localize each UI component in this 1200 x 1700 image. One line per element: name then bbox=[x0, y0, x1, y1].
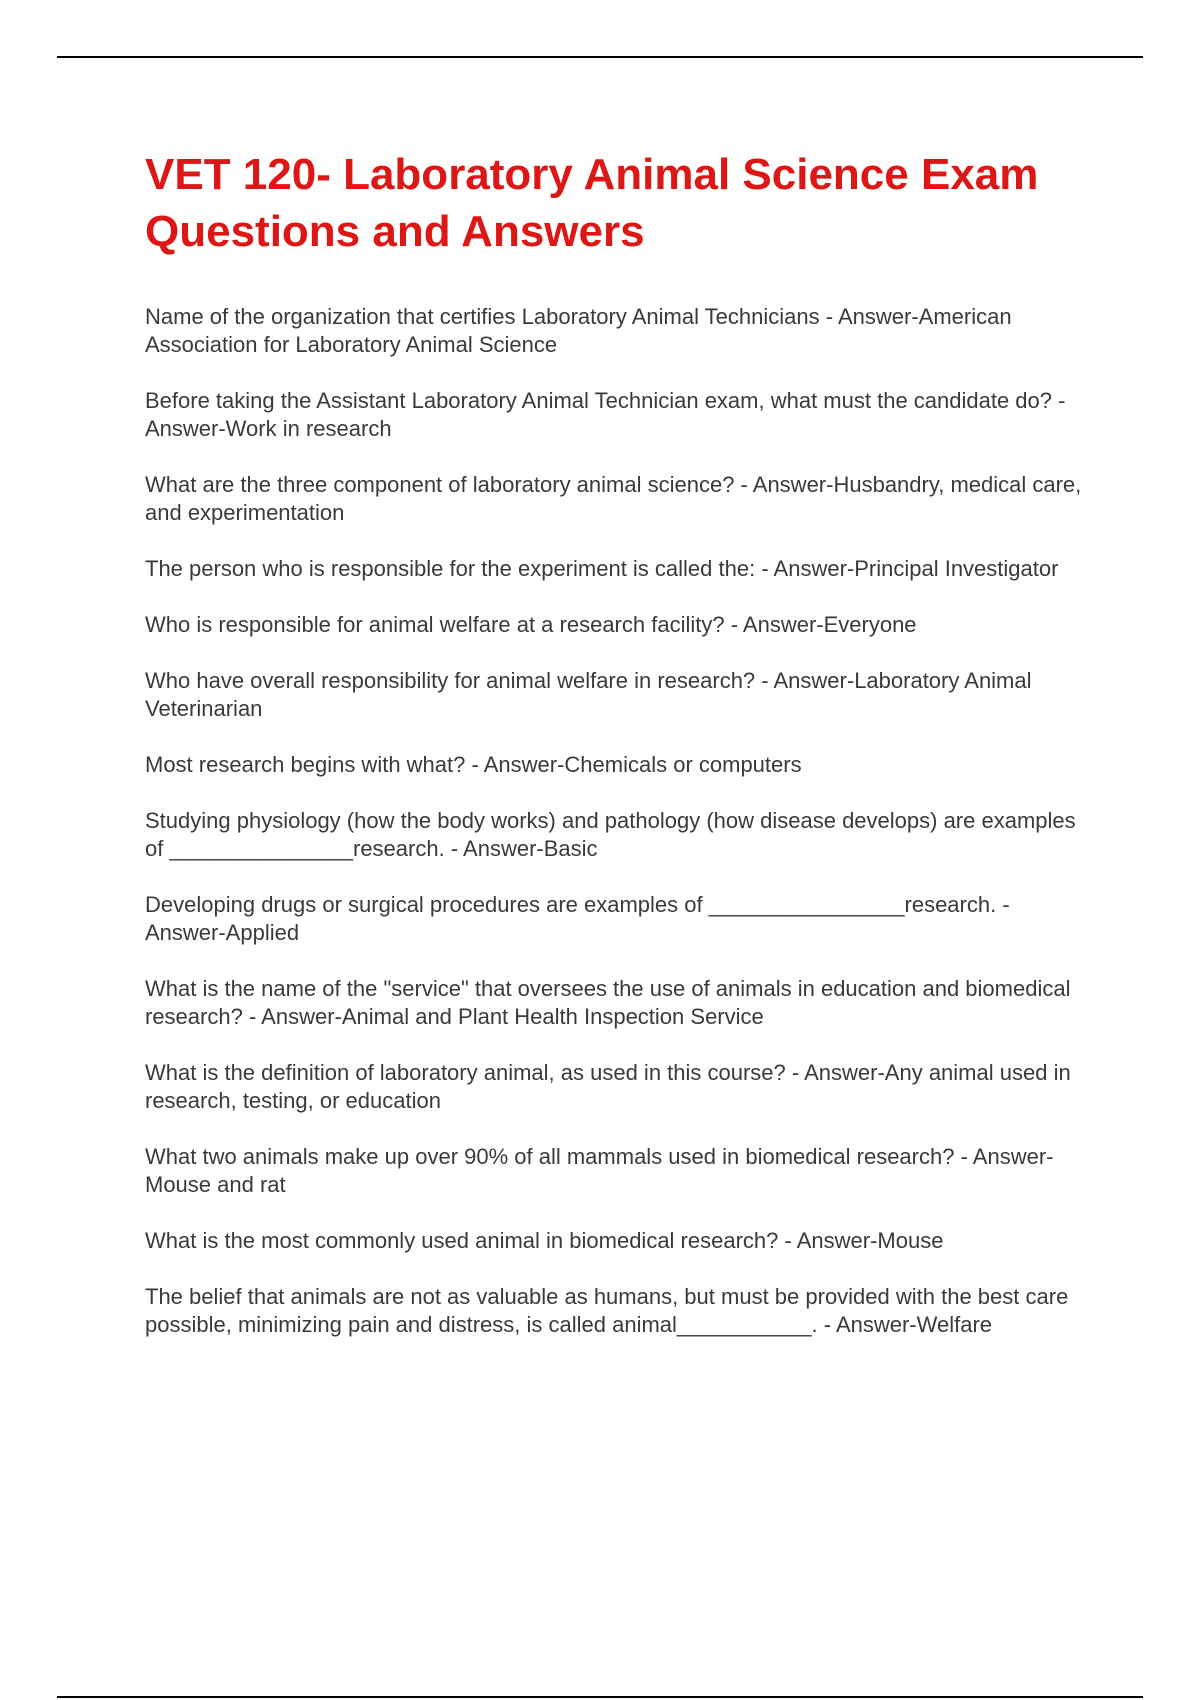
qa-item: The belief that animals are not as valuable as humans, but must be provided with the best care possible, minimizing pain and distress, is called animal___________. - Answer-Welfare bbox=[145, 1284, 1069, 1337]
qa-item: Who is responsible for animal welfare at a research facility? - Answer-Everyone bbox=[145, 612, 917, 637]
qa-item: Developing drugs or surgical procedures are examples of ________________research. - Answer-Applied bbox=[145, 892, 1010, 945]
qa-item: The person who is responsible for the experiment is called the: - Answer-Principal Investigator bbox=[145, 556, 1059, 581]
qa-item: Name of the organization that certifies Laboratory Animal Technicians - Answer-American Association for Laboratory Animal Science bbox=[145, 304, 1012, 357]
qa-item: Before taking the Assistant Laboratory Animal Technician exam, what must the candidate do? - Answer-Work in research bbox=[145, 388, 1066, 441]
bottom-rule bbox=[57, 1696, 1143, 1698]
qa-item: What is the definition of laboratory animal, as used in this course? - Answer-Any animal used in research, testing, or education bbox=[145, 1060, 1071, 1113]
qa-item: What are the three component of laboratory animal science? - Answer-Husbandry, medical care, and experimentation bbox=[145, 472, 1082, 525]
qa-item: What two animals make up over 90% of all mammals used in biomedical research? - Answer-Mouse and rat bbox=[145, 1144, 1054, 1197]
qa-item: Who have overall responsibility for animal welfare in research? - Answer-Laboratory Animal Veterinarian bbox=[145, 668, 1032, 721]
qa-item: What is the most commonly used animal in biomedical research? - Answer-Mouse bbox=[145, 1228, 944, 1253]
qa-item: What is the name of the "service" that oversees the use of animals in education and biomedical research? - Answer-Animal and Plant Health Inspection Service bbox=[145, 976, 1071, 1029]
document-title: VET 120- Laboratory Animal Science Exam Questions and Answers bbox=[145, 150, 1039, 256]
qa-list bbox=[145, 303, 1090, 1367]
top-rule bbox=[57, 56, 1143, 58]
qa-item: Most research begins with what? - Answer-Chemicals or computers bbox=[145, 752, 802, 777]
qa-item: Studying physiology (how the body works) and pathology (how disease develops) are examples of _______________research. - Answer-Basic bbox=[145, 808, 1076, 861]
